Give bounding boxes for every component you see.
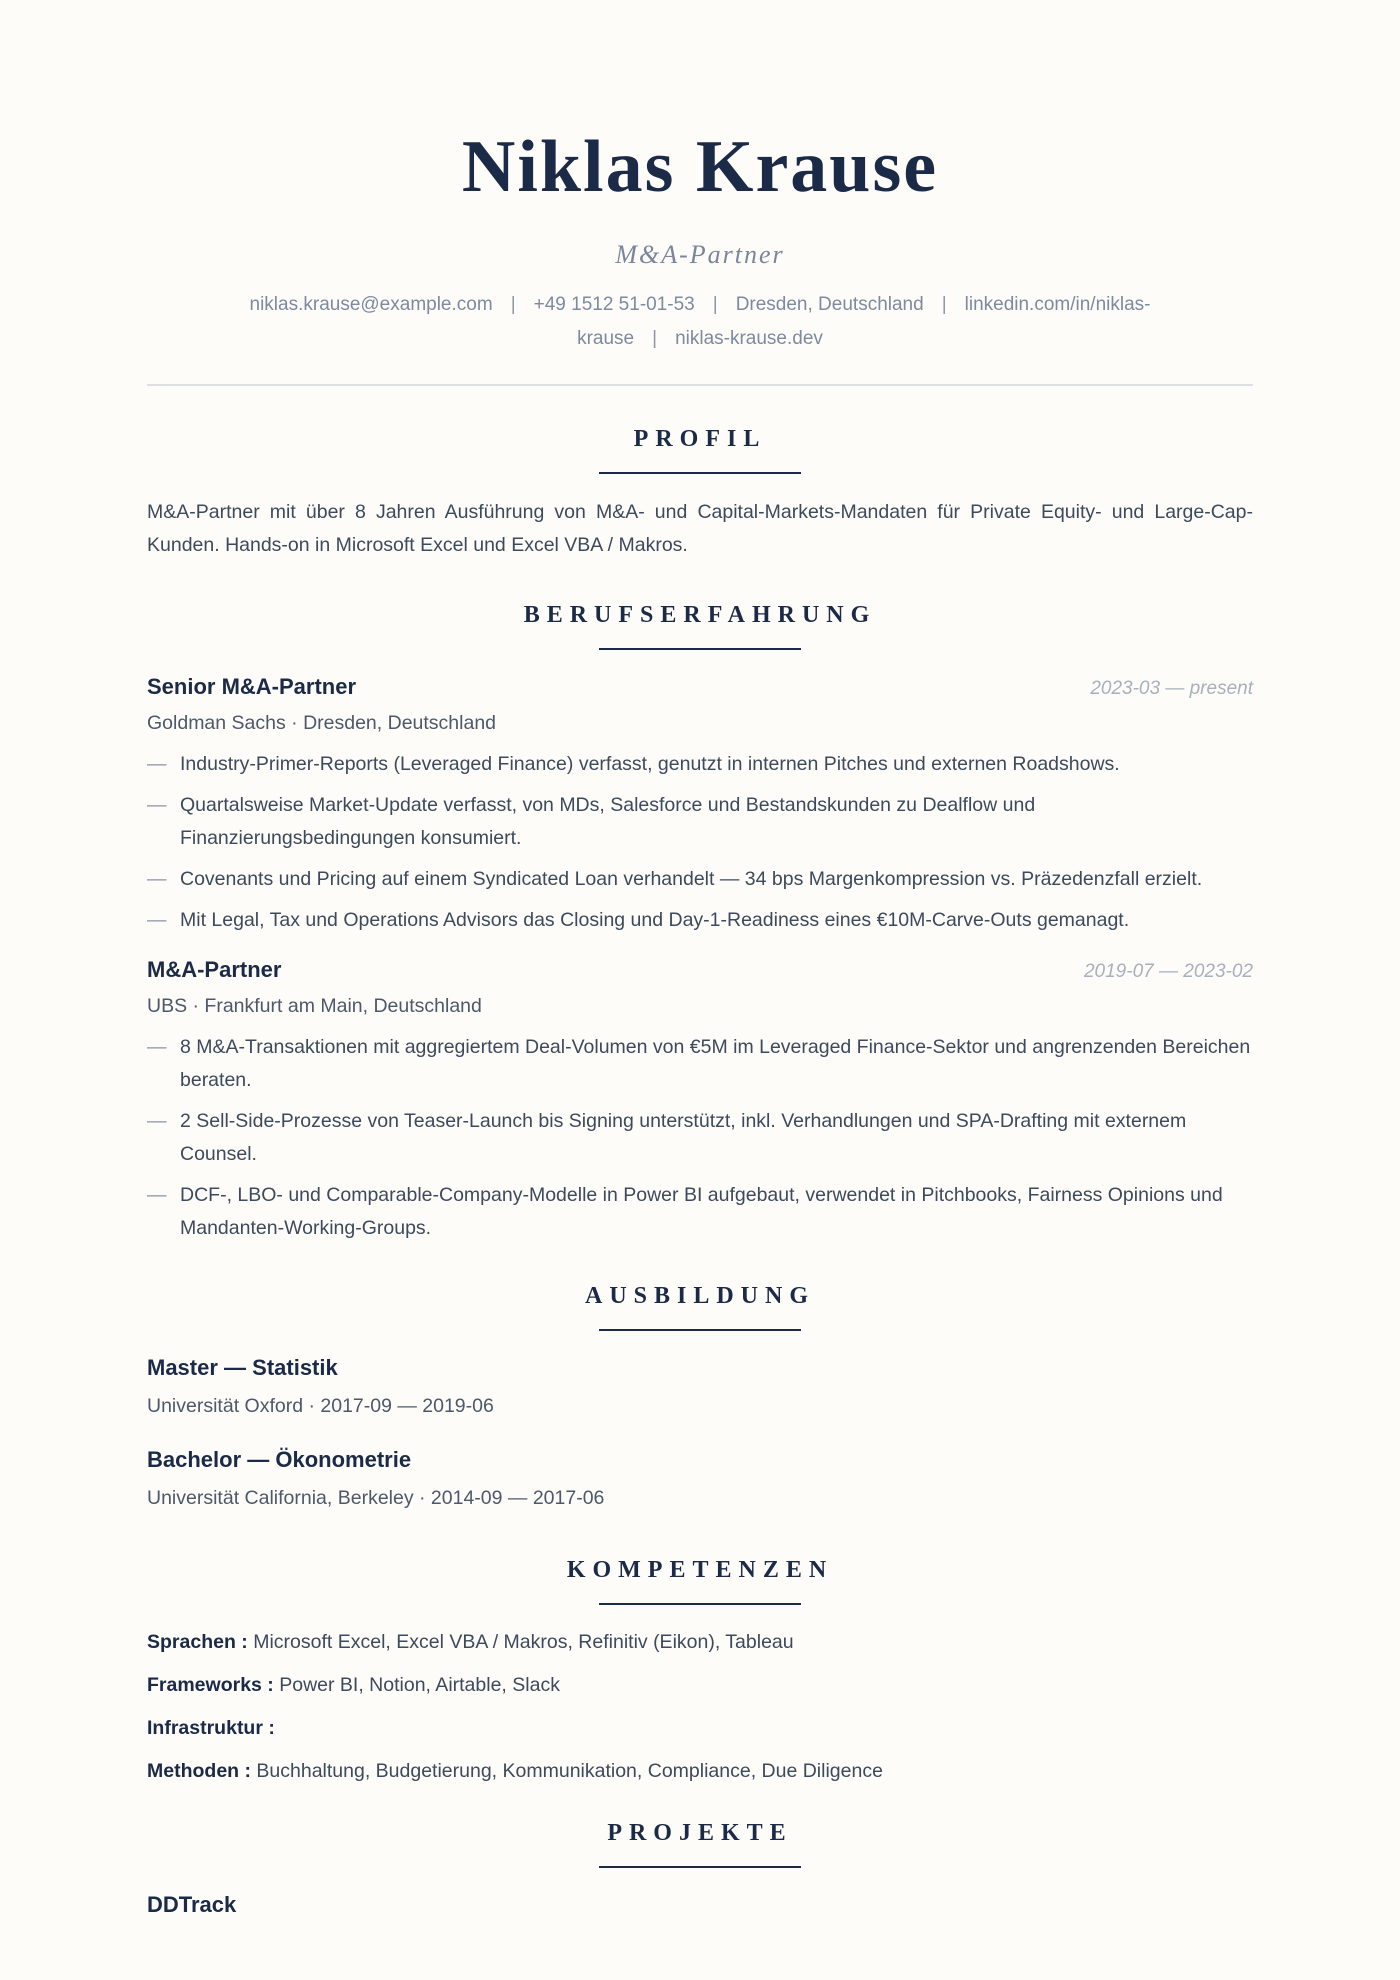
bullet-text: Mit Legal, Tax und Operations Advisors das Closing und Day-1-Readiness eines €10M-Carve-Outs gemanagt. — [180, 909, 1130, 931]
experience-section — [147, 600, 1253, 1245]
education-details: Universität California, Berkeley · 2014-09 — 2017-06 — [147, 1487, 605, 1509]
profile-summary: M&A-Partner mit über 8 Jahren Ausführung von M&A- und Capital-Markets-Mandaten für Private Equity- und Large-Cap-Kunden. Hands-on in Microsoft Excel und Excel VBA / Makros. — [147, 501, 1253, 556]
section-heading-profile: PROFIL — [633, 426, 767, 452]
skill-label: Frameworks : — [147, 1674, 274, 1696]
section-heading-experience: BERUFSERFAHRUNG — [523, 602, 877, 628]
education-details: Universität Oxford · 2017-09 — 2019-06 — [147, 1395, 494, 1417]
contact-separator: | — [712, 294, 718, 315]
job-bullets — [147, 1031, 1253, 1245]
education-entry — [147, 1353, 1253, 1421]
contact-linkedin[interactable]: linkedin.com/in/niklas-krause — [577, 294, 1151, 349]
header-divider — [147, 384, 1253, 386]
bullet-text: Industry-Primer-Reports (Leveraged Finance) verfasst, genutzt in internen Pitches und externen Roadshows. — [180, 753, 1120, 775]
skill-label: Methoden : — [147, 1760, 251, 1782]
bullet-text: Covenants und Pricing auf einem Syndicated Loan verhandelt — 34 bps Margenkompression vs. Präzedenzfall erzielt. — [180, 868, 1203, 890]
bullet-item — [147, 863, 1253, 896]
bullet-item — [147, 1105, 1253, 1171]
contact-website[interactable]: niklas-krause.dev — [675, 328, 823, 349]
skill-label: Infrastruktur : — [147, 1717, 275, 1739]
dash-marker: — — [147, 753, 167, 775]
dash-marker: — — [147, 1184, 167, 1206]
skills-section — [147, 1555, 1253, 1786]
skills-list — [147, 1627, 1253, 1786]
contact-phone[interactable]: +49 1512 51-01-53 — [533, 294, 695, 315]
job-entry — [147, 672, 1253, 937]
dash-marker: — — [147, 794, 167, 816]
skill-value: Buchhaltung, Budgetierung, Kommunikation, Compliance, Due Diligence — [250, 1760, 883, 1782]
job-bullets — [147, 748, 1253, 937]
skill-value: Power BI, Notion, Airtable, Slack — [273, 1674, 560, 1696]
bullet-item — [147, 1031, 1253, 1097]
job-dates: 2023-03 — present — [1090, 678, 1253, 699]
section-heading-projects: PROJEKTE — [607, 1820, 793, 1846]
bullet-text: DCF-, LBO- und Comparable-Company-Modelle in Power BI aufgebaut, verwendet in Pitchbooks, Fairness Opinions und Mandanten-Working-Groups. — [180, 1184, 1223, 1239]
skill-label: Sprachen : — [147, 1631, 248, 1653]
bullet-item — [147, 1179, 1253, 1245]
job-company: Goldman Sachs · Dresden, Deutschland — [147, 712, 497, 734]
bullet-item — [147, 904, 1253, 937]
projects-section — [147, 1818, 1253, 1920]
section-underline — [599, 1329, 801, 1331]
dash-marker: — — [147, 909, 167, 931]
job-header — [147, 672, 1253, 702]
bullet-text: Quartalsweise Market-Update verfasst, von MDs, Salesforce und Bestandskunden zu Dealflow und Finanzierungsbedingungen konsumiert. — [180, 794, 1036, 849]
contact-line — [220, 288, 1180, 356]
education-section — [147, 1281, 1253, 1513]
contact-separator: | — [941, 294, 947, 315]
bullet-text: 2 Sell-Side-Prozesse von Teaser-Launch bis Signing unterstützt, inkl. Verhandlungen und SPA-Drafting mit externem Counsel. — [180, 1110, 1187, 1165]
skill-value: Microsoft Excel, Excel VBA / Makros, Refinitiv (Eikon), Tableau — [247, 1631, 794, 1653]
candidate-name: Niklas Krause — [461, 126, 939, 208]
contact-location: Dresden, Deutschland — [735, 294, 924, 315]
profile-section — [147, 424, 1253, 562]
job-title: Senior M&A-Partner — [147, 674, 357, 699]
bullet-text: 8 M&A-Transaktionen mit aggregiertem Deal-Volumen von €5M im Leveraged Finance-Sektor und angrenzenden Bereichen beraten. — [180, 1036, 1251, 1091]
contact-separator: | — [652, 328, 658, 349]
section-underline — [599, 1603, 801, 1605]
candidate-title: M&A-Partner — [615, 240, 785, 269]
job-company: UBS · Frankfurt am Main, Deutschland — [147, 995, 482, 1017]
dash-marker: — — [147, 868, 167, 890]
section-heading-skills: KOMPETENZEN — [566, 1557, 834, 1583]
bullet-item — [147, 748, 1253, 781]
skill-row — [147, 1713, 1253, 1743]
skill-row — [147, 1670, 1253, 1700]
job-header — [147, 955, 1253, 985]
education-degree: Bachelor — Ökonometrie — [147, 1447, 412, 1472]
job-dates: 2019-07 — 2023-02 — [1083, 961, 1253, 982]
skill-row — [147, 1756, 1253, 1786]
education-degree: Master — Statistik — [147, 1355, 338, 1380]
section-underline — [599, 1866, 801, 1868]
dash-marker: — — [147, 1036, 167, 1058]
education-entry — [147, 1445, 1253, 1513]
section-underline — [599, 648, 801, 650]
job-entry — [147, 955, 1253, 1245]
contact-separator: | — [510, 294, 516, 315]
contact-email[interactable]: niklas.krause@example.com — [249, 294, 493, 315]
job-title: M&A-Partner — [147, 957, 282, 982]
section-underline — [599, 472, 801, 474]
skill-row — [147, 1627, 1253, 1657]
dash-marker: — — [147, 1110, 167, 1132]
project-title: DDTrack — [147, 1892, 237, 1917]
bullet-item — [147, 789, 1253, 855]
section-heading-education: AUSBILDUNG — [584, 1283, 816, 1309]
